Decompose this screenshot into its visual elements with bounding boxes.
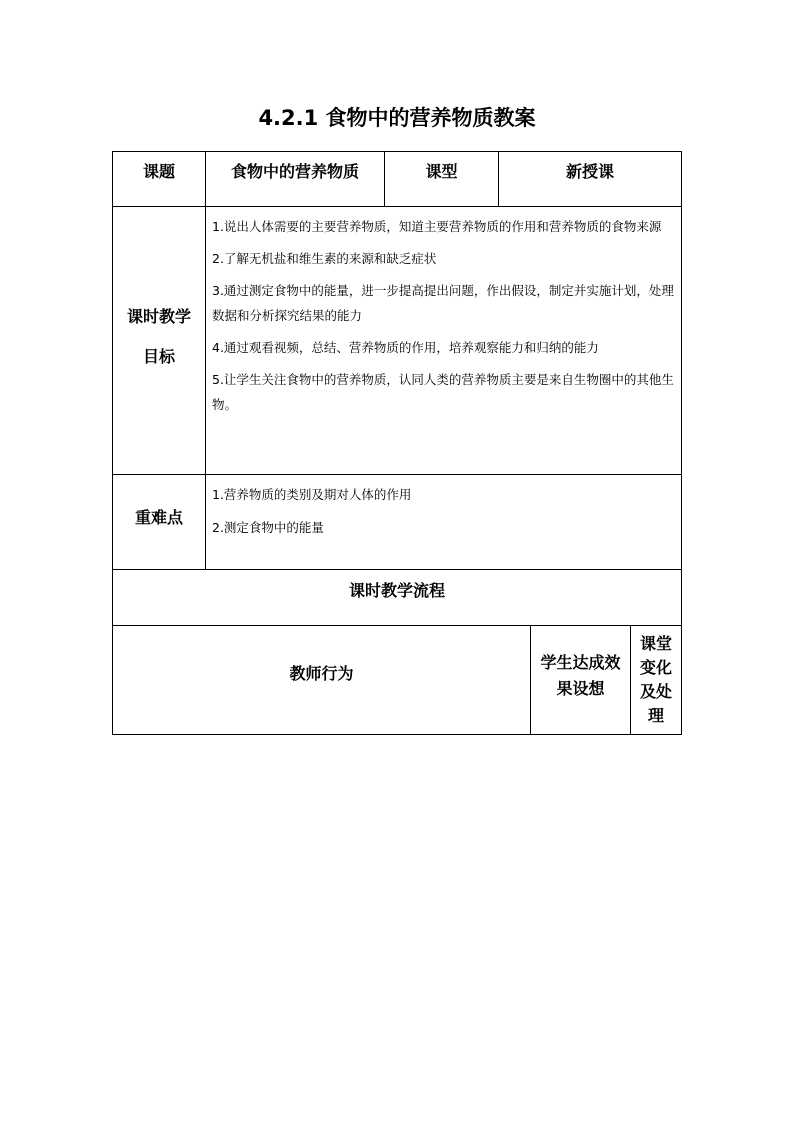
key-points-row	[113, 475, 682, 570]
objective-item-3: 3.通过测定食物中的能量，进一步提高提出问题，作出假设，制定并实施计划，处理数据和分析探究结果的能力	[212, 283, 674, 323]
teacher-behavior-header: 教师行为	[113, 626, 531, 735]
key-points-list	[206, 475, 682, 570]
objective-item-4: 4.通过观看视频，总结、营养物质的作用，培养观察能力和归纳的能力	[212, 340, 599, 355]
objective-item-1: 1.说出人体需要的主要营养物质，知道主要营养物质的作用和营养物质的食物来源	[212, 219, 662, 234]
key-points-label: 重难点	[113, 475, 206, 570]
topic-row	[113, 152, 682, 207]
objectives-row	[113, 207, 682, 475]
lesson-plan-table	[112, 151, 682, 735]
objectives-list	[206, 207, 682, 475]
student-outcome-header-line1: 学生达成效	[540, 653, 621, 672]
type-label: 课型	[385, 152, 499, 207]
process-heading: 课时教学流程	[113, 570, 682, 626]
classroom-change-line1: 课堂	[640, 634, 673, 653]
document-title: 4.2.1 食物中的营养物质教案	[258, 106, 536, 130]
classroom-change-line4: 理	[648, 706, 665, 725]
student-outcome-header	[531, 626, 631, 735]
objective-item-2: 2.了解无机盐和维生素的来源和缺乏症状	[212, 251, 437, 266]
process-heading-row	[113, 570, 682, 626]
student-outcome-header-line2: 果设想	[556, 679, 605, 698]
objectives-label-line2: 目标	[142, 346, 175, 366]
classroom-change-header	[631, 626, 682, 735]
process-columns-row	[113, 626, 682, 735]
objectives-label-line1: 课时教学	[126, 306, 191, 326]
topic-value: 食物中的营养物质	[206, 152, 385, 207]
topic-label: 课题	[113, 152, 206, 207]
type-value: 新授课	[499, 152, 682, 207]
key-point-item-2: 2.测定食物中的能量	[212, 520, 324, 535]
objective-item-5: 5.让学生关注食物中的营养物质，认同人类的营养物质主要是来自生物圈中的其他生物。	[212, 372, 674, 412]
classroom-change-line2: 变化	[640, 658, 673, 677]
objectives-label-cell	[113, 207, 206, 475]
key-point-item-1: 1.营养物质的类别及期对人体的作用	[212, 487, 412, 502]
classroom-change-line3: 及处	[640, 682, 673, 701]
